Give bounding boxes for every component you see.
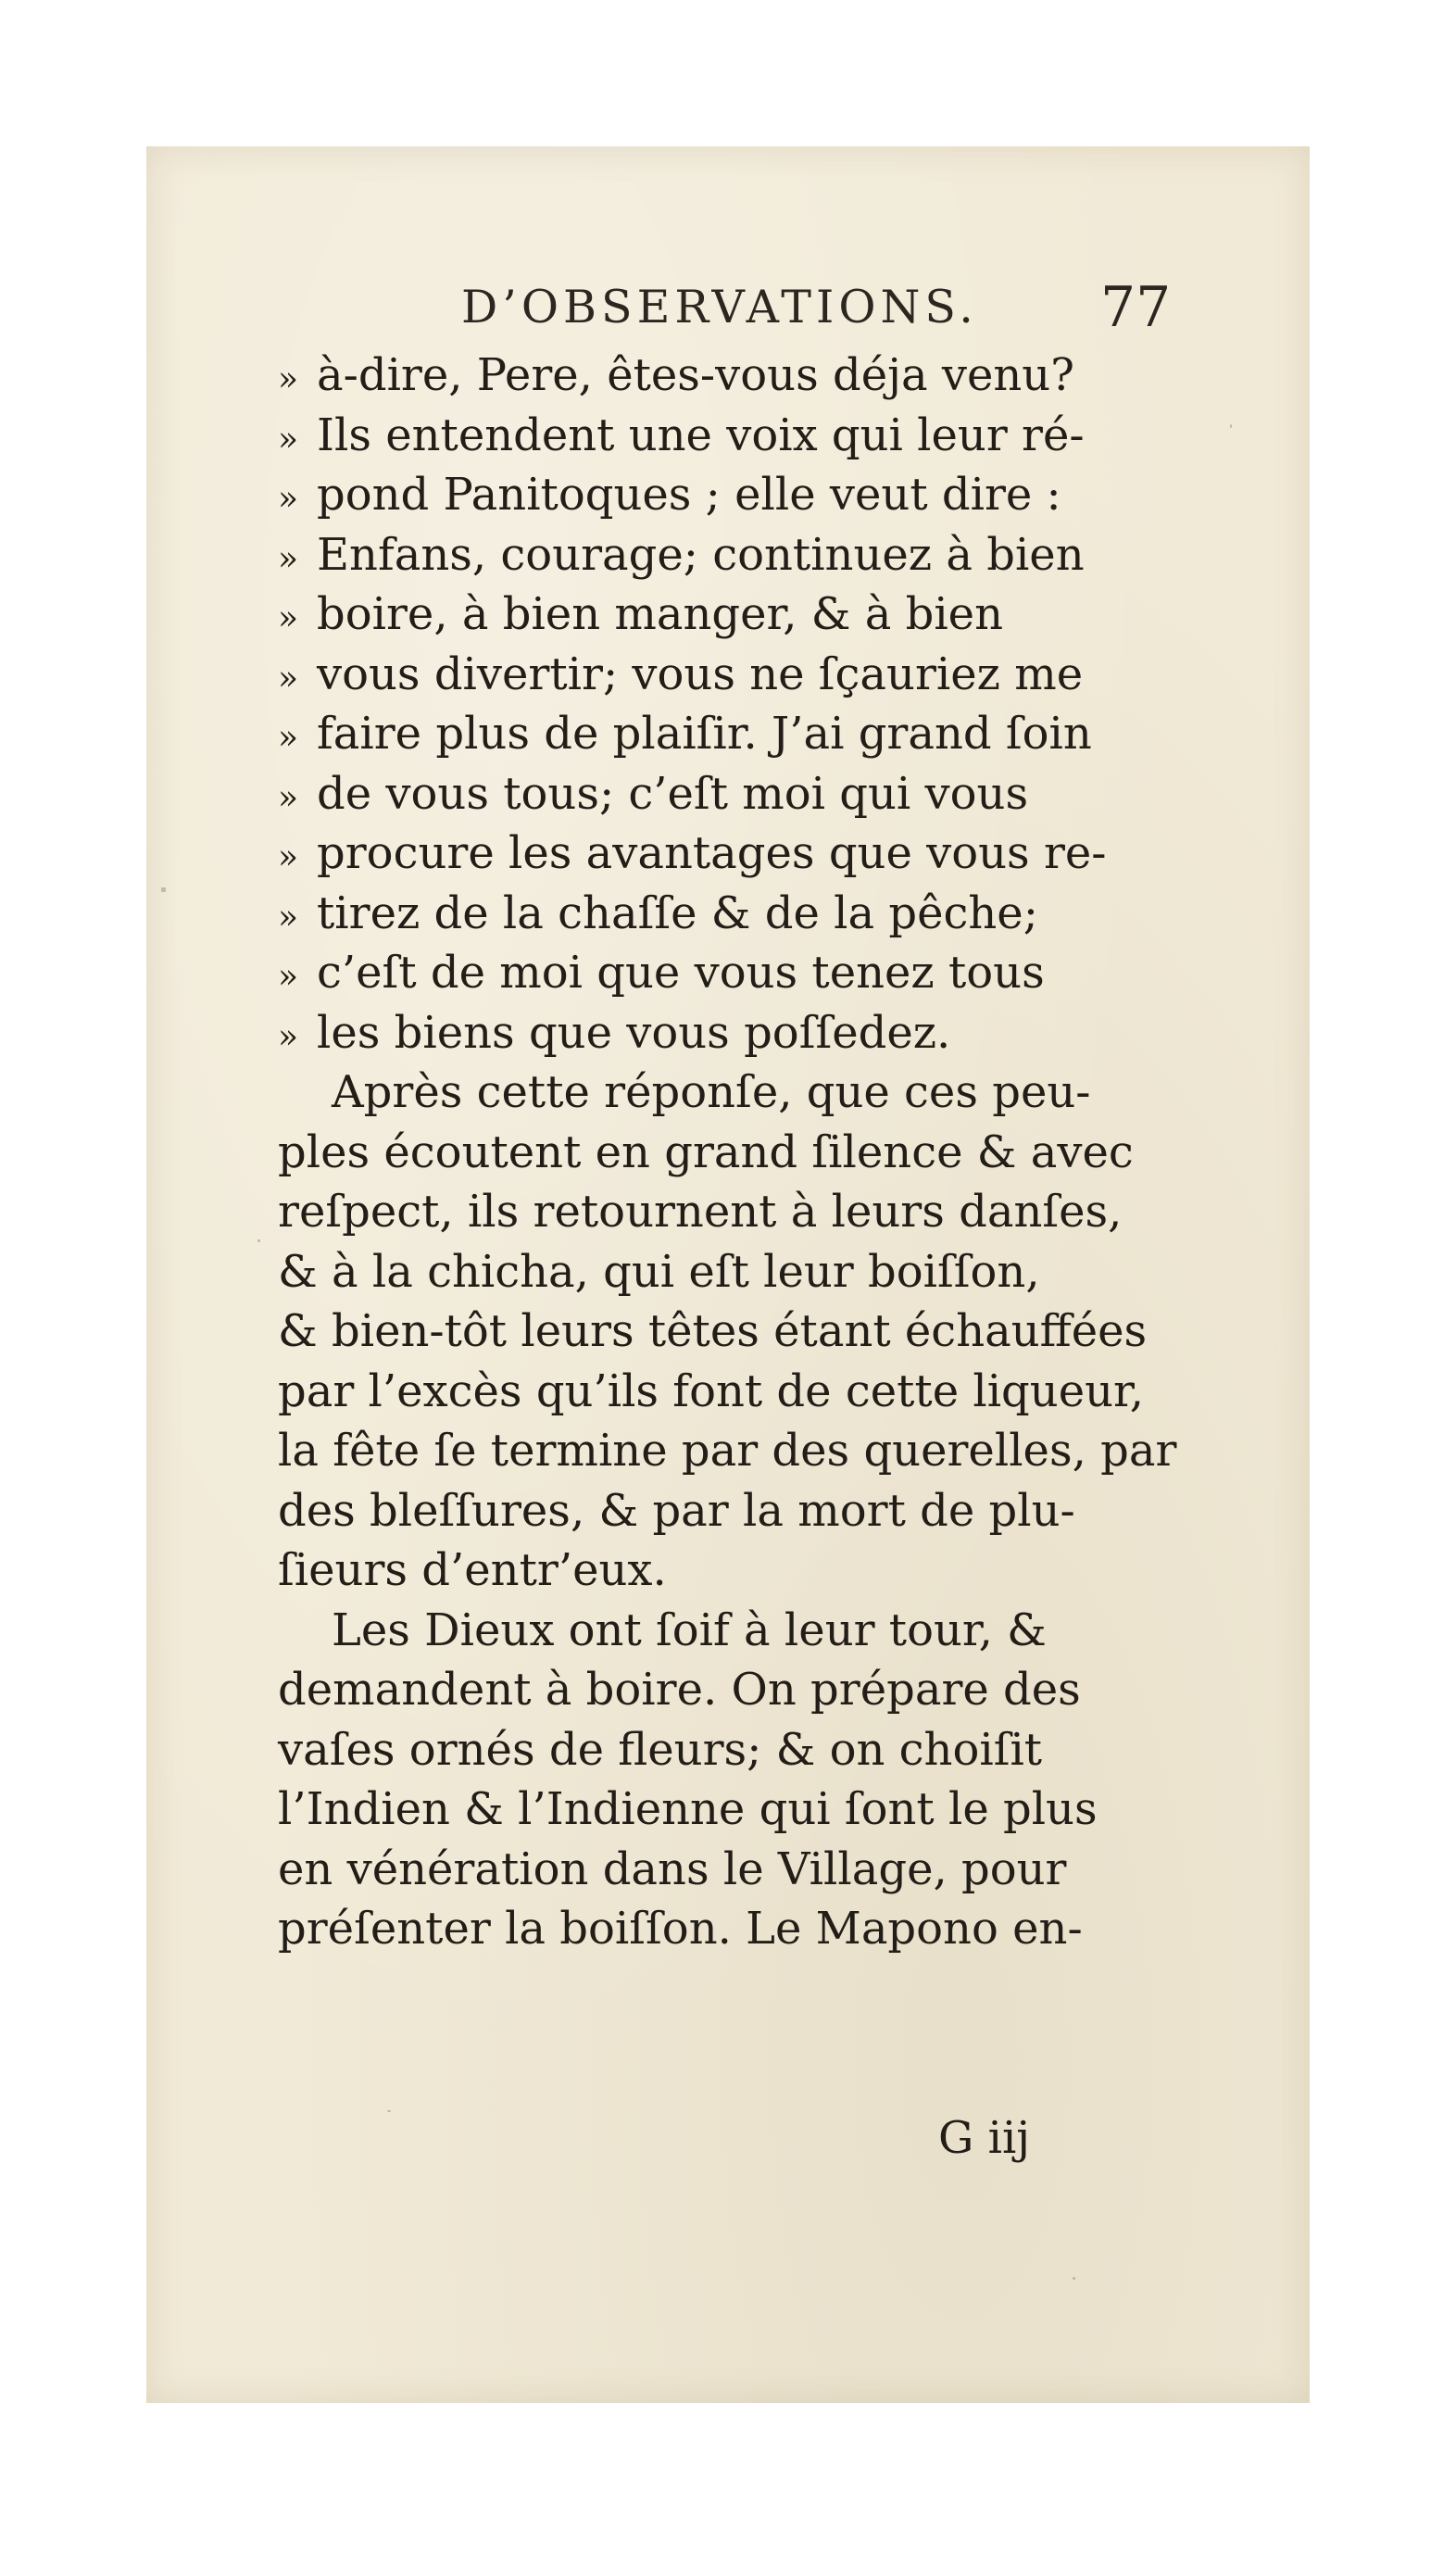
quotation-mark: » [278, 420, 299, 459]
line-text: vous divertir; vous ne ſçauriez me [317, 648, 1084, 700]
line-text: par l’excès qu’ils font de cette liqueur, [278, 1365, 1144, 1417]
quotation-mark: » [278, 539, 299, 578]
line-text: Enfans, courage; continuez à bien [317, 528, 1085, 581]
line-text: pond Panitoques ; elle veut dire : [317, 469, 1061, 521]
line-text: Les Dieux ont ſoif à leur tour, & [332, 1603, 1047, 1656]
line-text: des bleſſures, & par la mort de plu- [278, 1484, 1075, 1537]
text-line [278, 1123, 1310, 1183]
text-line [278, 1063, 1310, 1123]
line-text: préſenter la boiſſon. Le Mapono en- [278, 1903, 1083, 1955]
text-line [278, 585, 1310, 645]
line-text: & à la chicha, qui eſt leur boiſſon, [278, 1245, 1040, 1298]
paper-speck [387, 2110, 391, 2112]
page-number: 77 [1100, 275, 1172, 340]
quotation-mark: » [278, 480, 299, 518]
text-line [278, 406, 1310, 466]
running-head: D’OBSERVATIONS. [461, 281, 978, 333]
text-line [278, 525, 1310, 585]
text-line [278, 1840, 1310, 1900]
line-text: la fête ſe termine par des querelles, par [278, 1425, 1177, 1477]
signature-mark: G iij [938, 2112, 1031, 2164]
quotation-mark: » [278, 898, 299, 937]
text-line [278, 1242, 1310, 1302]
line-text: de vous tous; c’eſt moi qui vous [317, 767, 1029, 820]
text-line [278, 1899, 1310, 1959]
text-line [278, 645, 1310, 705]
book-page [146, 146, 1310, 2403]
line-text: boire, à bien manger, & à bien [317, 588, 1003, 640]
text-line [278, 1601, 1310, 1661]
text-line [278, 824, 1310, 884]
paper-speck [257, 1239, 260, 1242]
line-text: l’Indien & l’Indienne qui ſont le plus [278, 1783, 1098, 1835]
text-line [278, 884, 1310, 944]
quotation-mark: » [278, 360, 299, 398]
quotation-mark: » [278, 778, 299, 817]
text-line [278, 1003, 1310, 1063]
line-text: les biens que vous poſſedez. [317, 1006, 951, 1059]
text-line [278, 465, 1310, 525]
text-line [278, 764, 1310, 824]
text-line [278, 1362, 1310, 1422]
text-line [278, 346, 1310, 406]
quotation-mark: » [278, 599, 299, 637]
line-text: Après cette réponſe, que ces peu- [332, 1066, 1091, 1118]
quotation-mark: » [278, 838, 299, 876]
text-line [278, 943, 1310, 1003]
body-text [278, 346, 1310, 1959]
paper-speck [161, 887, 166, 892]
line-text: Ils entendent une voix qui leur ré- [317, 409, 1085, 461]
quotation-mark: » [278, 719, 299, 757]
quotation-mark: » [278, 1017, 299, 1056]
text-line [278, 1660, 1310, 1720]
line-text: c’eſt de moi que vous tenez tous [317, 947, 1045, 999]
line-text: ſieurs d’entr’eux. [278, 1544, 667, 1596]
line-text: tirez de la chaſſe & de la pêche; [317, 887, 1038, 939]
text-line [278, 1421, 1310, 1481]
line-text: & bien-tôt leurs têtes étant échauffées [278, 1305, 1148, 1357]
text-line [278, 704, 1310, 764]
line-text: faire plus de plaiſir. J’ai grand ſoin [317, 708, 1092, 760]
quotation-mark: » [278, 958, 299, 996]
line-text: procure les avantages que vous re- [317, 827, 1107, 879]
text-line [278, 1481, 1310, 1541]
text-line [278, 1541, 1310, 1601]
line-text: vaſes ornés de fleurs; & on choiſit [278, 1723, 1043, 1776]
text-line [278, 1720, 1310, 1780]
text-line [278, 1780, 1310, 1840]
line-text: reſpect, ils retournent à leurs danſes, [278, 1186, 1123, 1238]
text-line [278, 1302, 1310, 1362]
line-text: à-dire, Pere, êtes-vous déja venu? [317, 349, 1074, 401]
paper-speck [1073, 2277, 1075, 2280]
line-text: ples écoutent en grand ſilence & avec [278, 1126, 1134, 1178]
quotation-mark: » [278, 659, 299, 698]
page-header [146, 275, 1310, 350]
text-line [278, 1182, 1310, 1242]
line-text: demandent à boire. On prépare des [278, 1664, 1081, 1716]
line-text: en vénération dans le Village, pour [278, 1842, 1067, 1895]
